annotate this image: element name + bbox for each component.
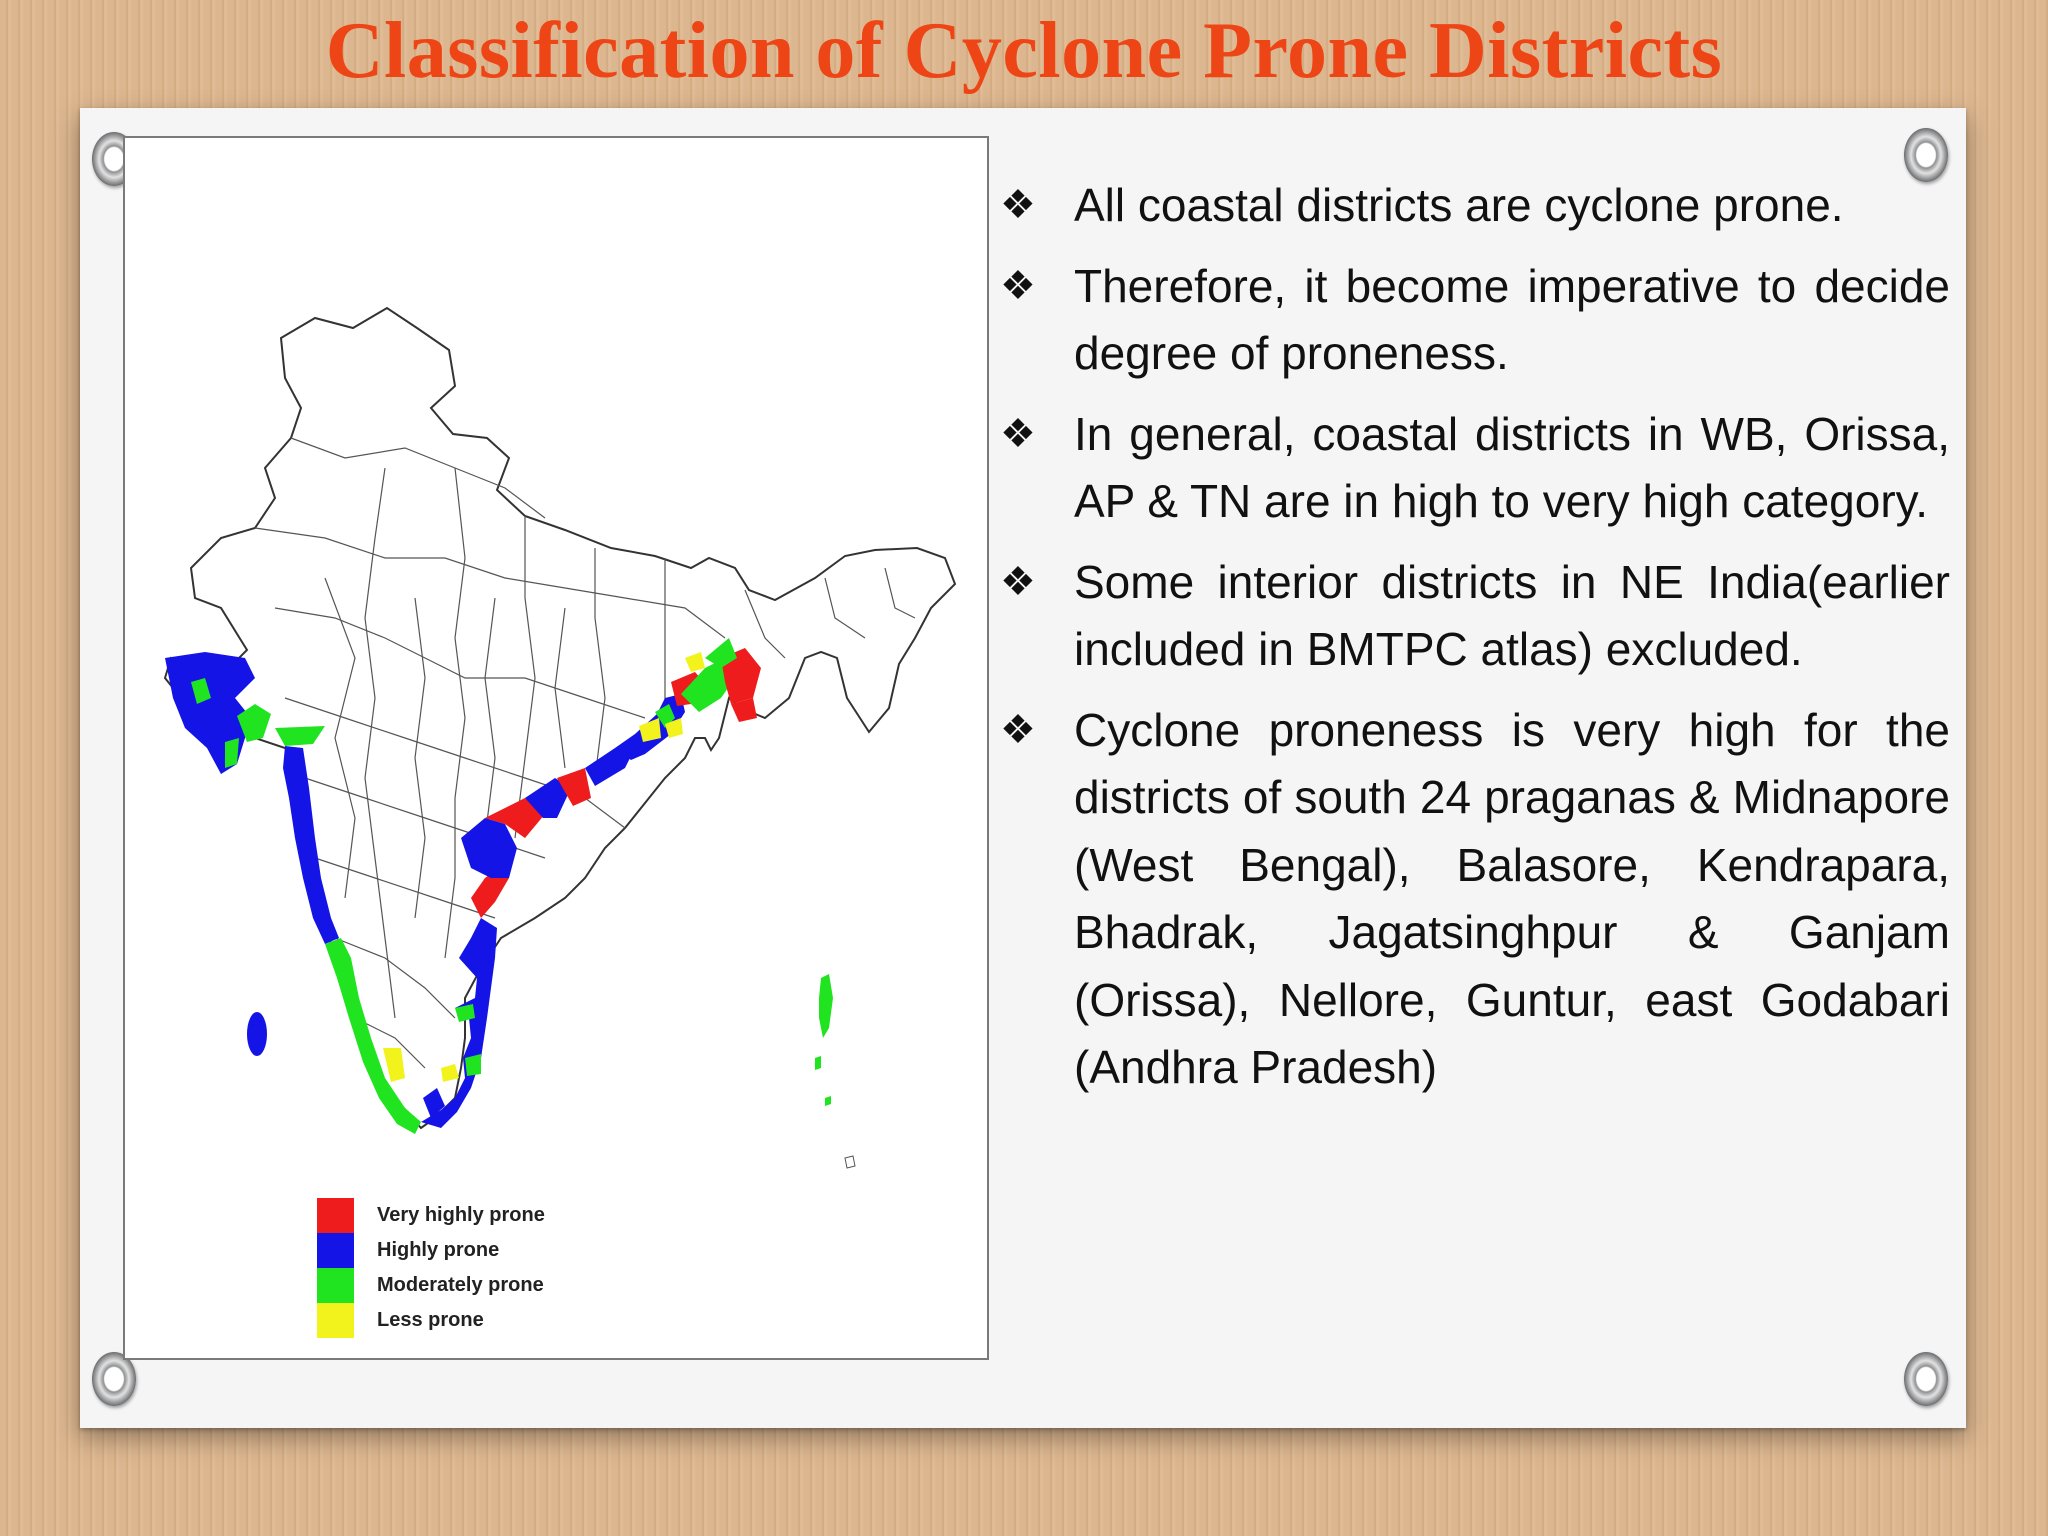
india-cyclone-map [123, 136, 989, 1360]
bullet-text: All coastal districts are cyclone prone. [1074, 179, 1844, 231]
bullet-text: Some interior districts in NE India(earlier included in BMTPC atlas) excluded. [1074, 555, 1950, 675]
diamond-bullet-icon: ❖ [1000, 183, 1036, 227]
legend-swatch [317, 1198, 354, 1233]
legend-label: Highly prone [377, 1239, 500, 1261]
grommet-bottom-left [92, 1352, 136, 1406]
diamond-bullet-icon: ❖ [1000, 411, 1036, 456]
bullet-text: Therefore, it become imperative to decide degree of proneness. [1074, 259, 1950, 379]
bullet-list [1000, 172, 1950, 1115]
diamond-bullet-icon: ❖ [1000, 263, 1036, 308]
bullet-item [1000, 401, 1950, 536]
diamond-bullet-icon: ❖ [1000, 559, 1036, 604]
bullet-text: Cyclone proneness is very high for the districts of south 24 praganas & Midnapore (West Bengal), Balasore, Kendrapara, Bhadrak, Jagatsinghpur & Ganjam (Orissa), Nellore, Guntur, east Godabari (Andhra Pradesh) [1074, 703, 1950, 1093]
legend-swatch [317, 1303, 354, 1338]
legend-label: Very highly prone [377, 1204, 545, 1226]
legend-label: Moderately prone [377, 1274, 544, 1296]
bullet-item [1000, 253, 1950, 388]
diamond-bullet-icon: ❖ [1000, 707, 1036, 752]
bullet-item [1000, 697, 1950, 1102]
legend-label: Less prone [377, 1309, 484, 1331]
india-map-drawing [125, 138, 987, 1358]
bullet-item [1000, 549, 1950, 684]
slide-title: Classification of Cyclone Prone Districts [325, 7, 1723, 95]
india-outline [165, 308, 955, 1128]
legend-swatch [317, 1233, 354, 1268]
bullet-text: In general, coastal districts in WB, Orissa, AP & TN are in high to very high category. [1074, 407, 1950, 527]
legend-swatch [317, 1268, 354, 1303]
bullet-item [1000, 172, 1950, 240]
grommet-bottom-right [1904, 1352, 1948, 1406]
